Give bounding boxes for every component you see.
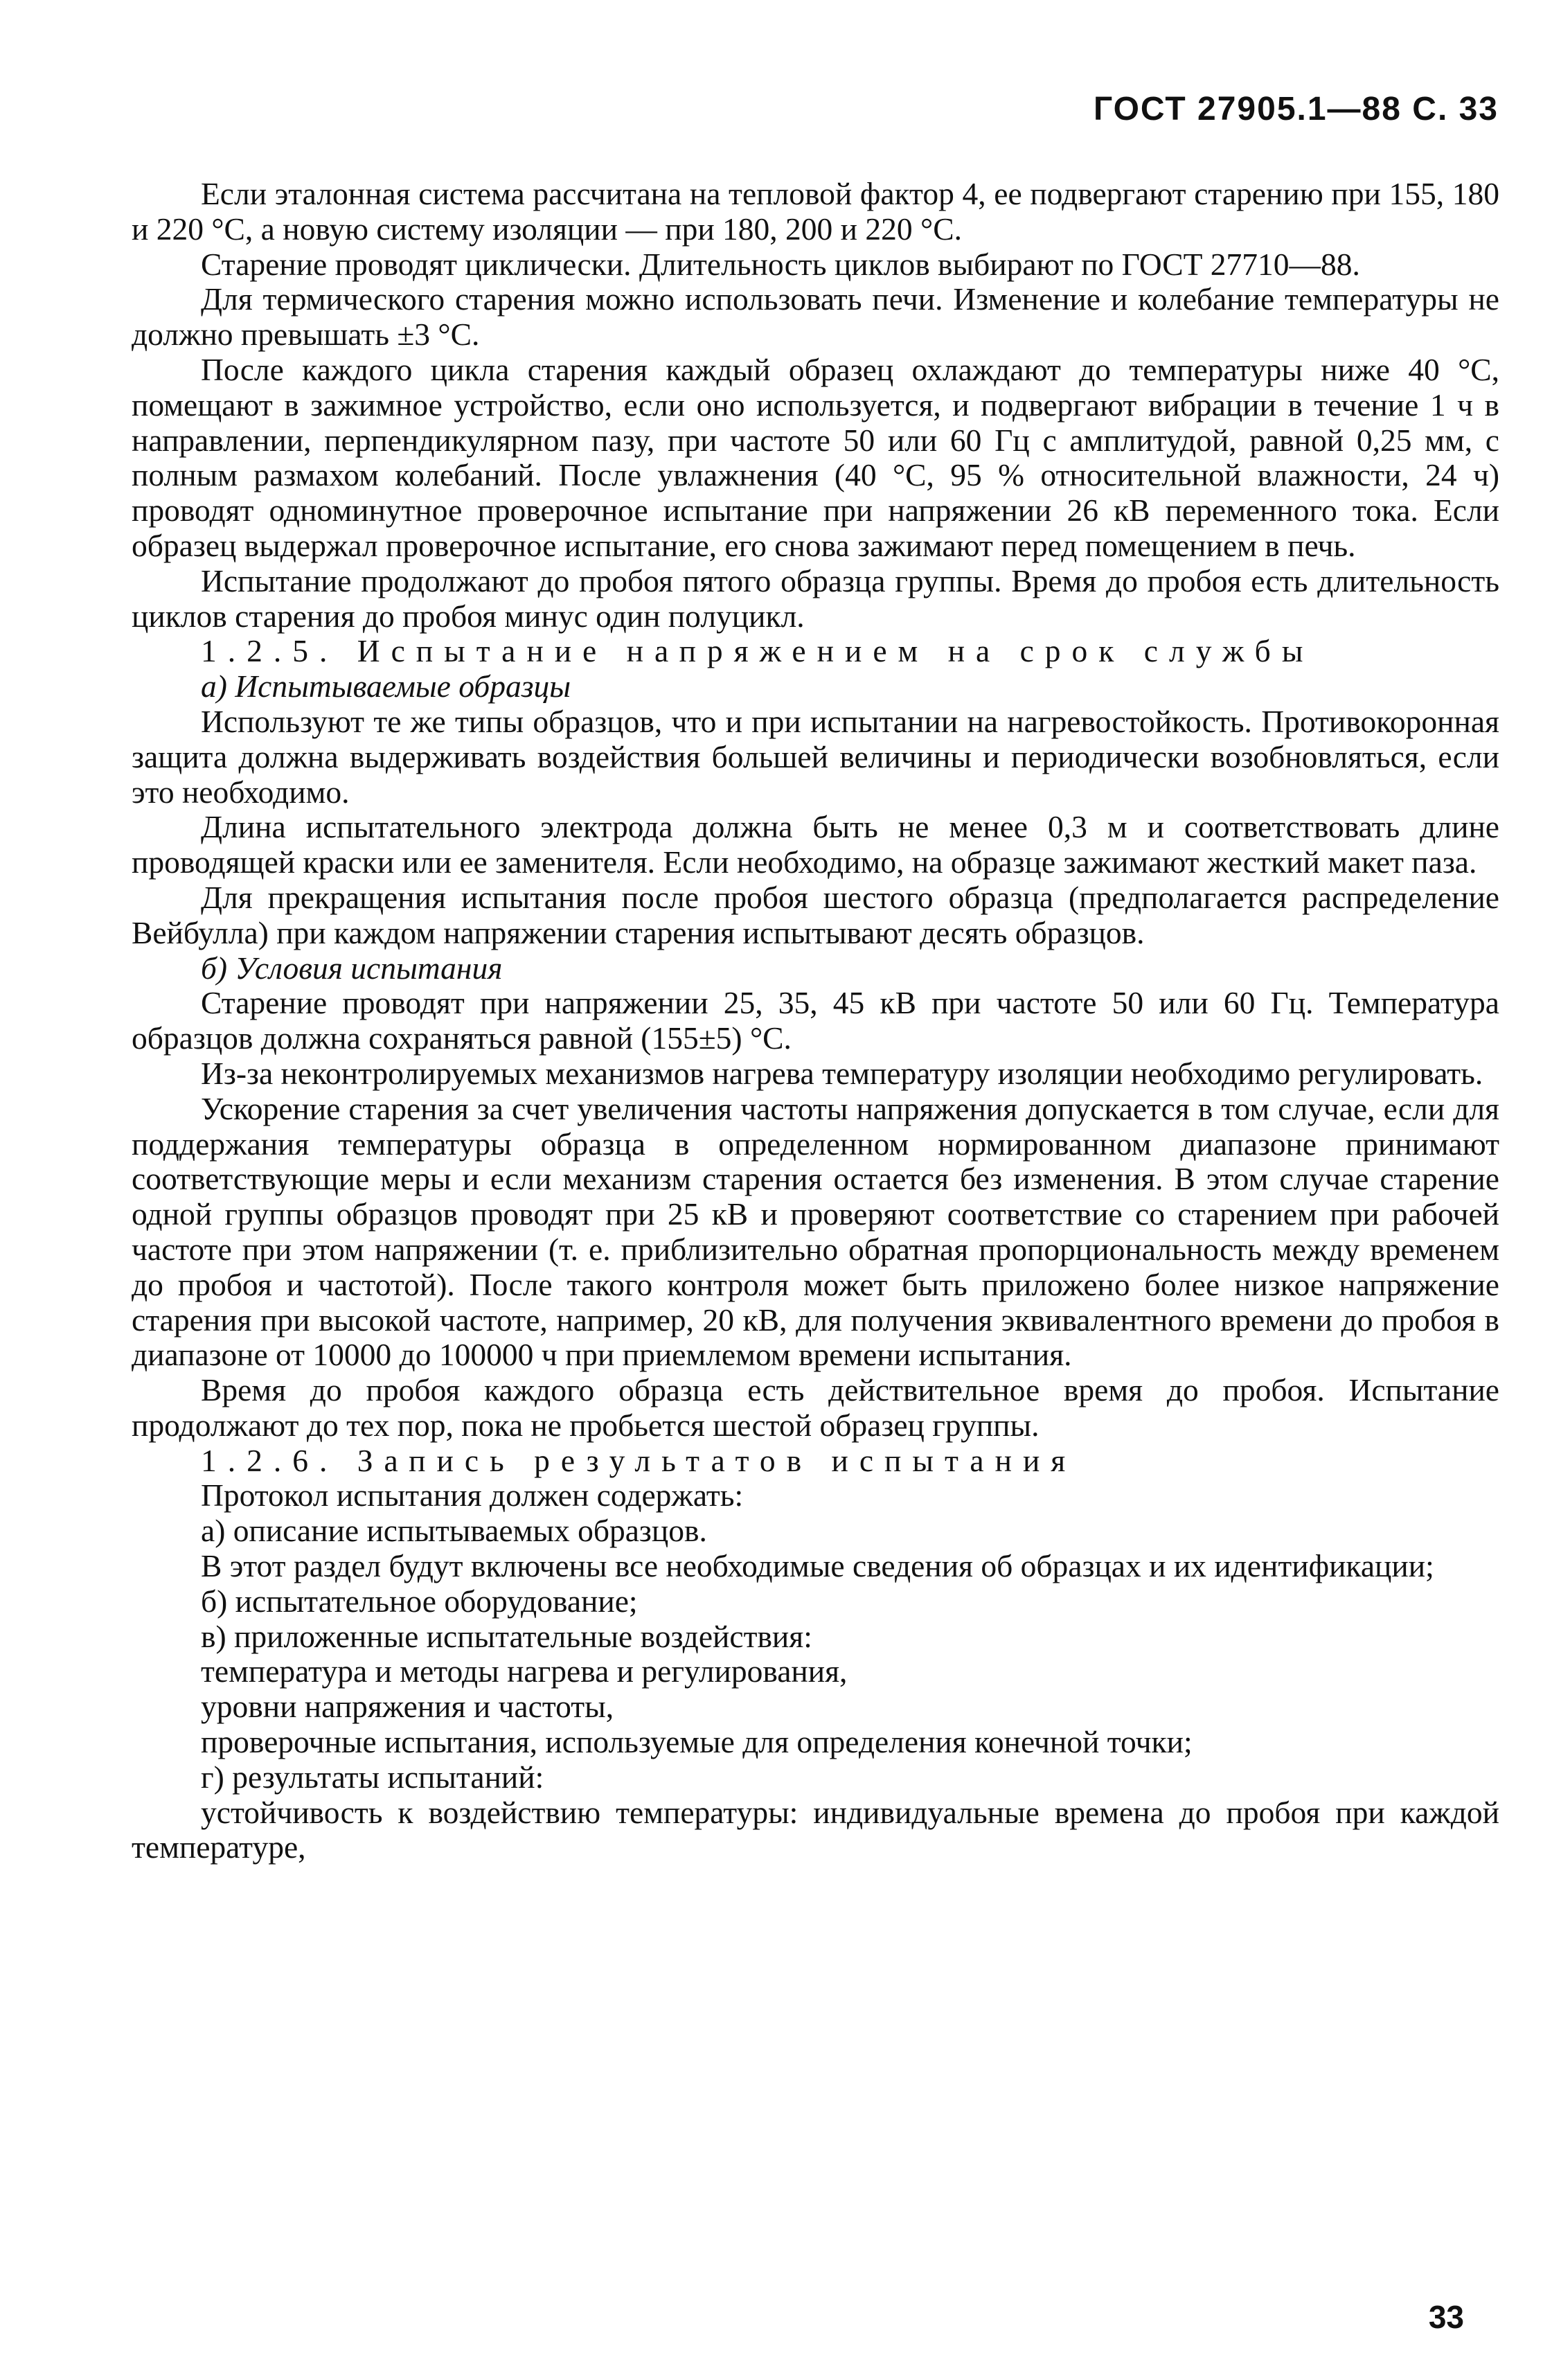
paragraph: В этот раздел будут включены все необходимые сведения об образцах и их идентификации;	[201, 1548, 1434, 1584]
paragraph: Время до пробоя каждого образца есть действительное время до пробоя. Испытание продолжают до тех пор, пока не пробьется шестой образец группы.	[132, 1372, 1499, 1443]
paragraph: температура и методы нагрева и регулирования,	[201, 1653, 848, 1689]
paragraph: Из-за неконтролируемых механизмов нагрева температуру изоляции необходимо регулировать.	[201, 1055, 1483, 1091]
document-body	[132, 177, 1499, 1865]
section-heading: 1.2.5. Испытание напряжением на срок службы	[201, 633, 1314, 669]
paragraph: а) описание испытываемых образцов.	[201, 1513, 707, 1549]
paragraph: Старение проводят циклически. Длительность циклов выбирают по ГОСТ 27710—88.	[201, 246, 1360, 282]
paragraph: Старение проводят при напряжении 25, 35, 45 кВ при частоте 50 или 60 Гц. Температура образцов должна сохраняться равной (155±5) °С.	[132, 985, 1499, 1056]
subsection-heading: б) Условия испытания	[201, 950, 503, 986]
subsection-heading: а) Испытываемые образцы	[201, 668, 571, 704]
paragraph: б) испытательное оборудование;	[201, 1583, 638, 1619]
page-number: 33	[1428, 2299, 1464, 2335]
paragraph: Испытание продолжают до пробоя пятого образца группы. Время до пробоя есть длительность циклов старения до пробоя минус один полуцикл.	[132, 562, 1499, 634]
paragraph: Для прекращения испытания после пробоя шестого образца (предполагается распределение Вейбулла) при каждом напряжении старения испытывают десять образцов.	[132, 879, 1499, 950]
paragraph: проверочные испытания, используемые для определения конечной точки;	[201, 1724, 1193, 1760]
paragraph: Используют те же типы образцов, что и при испытании на нагревостойкость. Противокоронная защита должна выдерживать воздействия большей величины и периодически возобновляться, если это необходимо.	[132, 703, 1499, 810]
paragraph: г) результаты испытаний:	[201, 1759, 544, 1795]
section-heading: 1.2.6. Запись результатов испытания	[201, 1442, 1077, 1478]
paragraph: После каждого цикла старения каждый образец охлаждают до температуры ниже 40 °С, помещают в зажимное устройство, если оно используется, и подвергают вибрации в течение 1 ч в направлении, перпендикулярном пазу, при частоте 50 или 60 Гц с амплитудой, равной 0,25 мм, с полным размахом колебаний. После увлажнения (40 °С, 95 % относительной влажности, 24 ч) проводят одноминутное проверочное испытание при напряжении 26 кВ переменного тока. Если образец выдержал проверочное испытание, его снова зажимают перед помещением в печь.	[132, 351, 1499, 563]
paragraph: Если эталонная система рассчитана на тепловой фактор 4, ее подвергают старению при 155, 180 и 220 °С, а новую систему изоляции — при 180, 200 и 220 °С.	[132, 176, 1499, 247]
paragraph: устойчивость к воздействию температуры: индивидуальные времена до пробоя при каждой температуре,	[132, 1794, 1499, 1865]
paragraph: Протокол испытания должен содержать:	[201, 1477, 744, 1513]
paragraph: Длина испытательного электрода должна быть не менее 0,3 м и соответствовать длине проводящей краски или ее заменителя. Если необходимо, на образце зажимают жесткий макет паза.	[132, 809, 1499, 880]
paragraph: уровни напряжения и частоты,	[201, 1689, 614, 1725]
page-header: ГОСТ 27905.1—88 С. 33	[1094, 91, 1499, 127]
paragraph: Для термического старения можно использовать печи. Изменение и колебание температуры не должно превышать ±3 °С.	[132, 281, 1499, 353]
paragraph: в) приложенные испытательные воздействия:	[201, 1618, 812, 1654]
paragraph: Ускорение старения за счет увеличения частоты напряжения допускается в том случае, если для поддержания температуры образца в определенном нормированном диапазоне принимают соответствующие меры и если механизм старения остается без изменения. В этом случае старение одной группы образцов проводят при 25 кВ и проверяют соответствие со старением при рабочей частоте при этом напряжении (т. е. приблизительно обратная пропорциональность между временем до пробоя и частотой). После такого контроля может быть приложено более низкое напряжение старения при высокой частоте, например, 20 кВ, для получения эквивалентного времени до пробоя в диапазоне от 10000 до 100000 ч при приемлемом времени испытания.	[132, 1090, 1499, 1373]
